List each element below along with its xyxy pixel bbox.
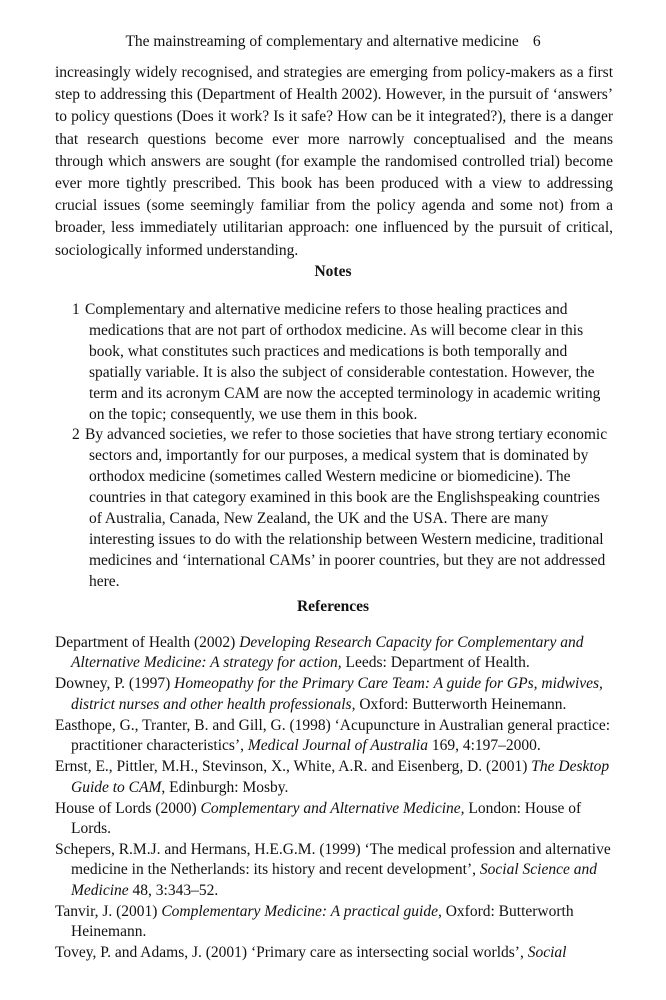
reference-text: Oxford: Butterworth Heinemann. (71, 902, 574, 941)
references-list (55, 633, 621, 964)
body-paragraph: increasingly widely recognised, and strategies are emerging from policy-makers as a first step to addressing this (Department of Health 2002). However, in the pursuit of ‘answers’ to policy questions (Does it work? Is it safe? How can be it integrated?), there is a danger that research questions become ever more narrowly conceptualised and the means through which answers are sought (for example the randomised controlled trial) become ever more tightly prescribed. This book has been produced with a view to addressing crucial issues (some seemingly familiar from the policy agenda and some not) from a broader, less immediately utilitarian approach: one influenced by the pursuit of critical, sociologically informed understanding. (55, 64, 613, 259)
references-heading: References (296, 598, 369, 615)
note-number: 2 (72, 426, 80, 444)
reference-text: 48, 3:343–52. (128, 881, 219, 899)
reference-title: Medical Journal of Australia (247, 737, 428, 755)
reference-title: Social (527, 944, 567, 962)
reference-text: Department of Health (2002) (55, 634, 240, 651)
reference-text: House of Lords (2000) (55, 799, 201, 817)
page-number: 6 (532, 33, 541, 50)
reference-text: Oxford: Butterworth Heinemann. (355, 695, 567, 713)
note-item (72, 425, 612, 592)
reference-item (55, 757, 621, 798)
reference-title: The Desktop Guide to CAM (71, 758, 610, 796)
note-item (72, 300, 612, 425)
reference-text: Easthope, G., Tranter, B. and Gill, G. (1998) ‘Acupuncture in Australian general practice: practitioner characteristics’, (55, 716, 611, 755)
running-head-title: The mainstreaming of complementary and alternative medicine (125, 33, 519, 50)
reference-text: 169, 4:197–2000. (427, 737, 541, 755)
reference-text: , Edinburgh: Mosby. (161, 778, 289, 796)
reference-item (55, 716, 621, 757)
note-text: Complementary and alternative medicine refers to those healing practices and medications that are not part of orthodox medicine. As will become clear in this book, what constitutes such practices and medications is both temporally and spatially variable. It is also the subject of considerable contestation. However, the term and its acronym CAM are now the accepted terminology in academic writing on the topic; consequently, we use them in this book. (85, 301, 601, 423)
reference-item (55, 799, 621, 840)
reference-item (55, 674, 621, 715)
reference-title: Social Science and Medicine (71, 861, 597, 899)
reference-text: Tovey, P. and Adams, J. (2001) ‘Primary care as intersecting social worlds’, (55, 944, 528, 962)
notes-heading: Notes (314, 263, 352, 280)
reference-text: Leeds: Department of Health. (341, 654, 530, 672)
notes-list (72, 300, 612, 593)
reference-item (55, 840, 621, 901)
reference-text: Tanvir, J. (2001) (55, 902, 162, 920)
reference-item (55, 633, 621, 674)
reference-text: Ernst, E., Pittler, M.H., Stevinson, X., White, A.R. and Eisenberg, D. (2001) (55, 758, 532, 776)
reference-title: Homeopathy for the Primary Care Team: A guide for GPs, midwives, district nurses and other health professionals, (71, 675, 603, 713)
running-head (0, 32, 666, 52)
reference-title: Developing Research Capacity for Complementary and Alternative Medicine: A strategy for action, (71, 634, 584, 672)
reference-text: Downey, P. (1997) (55, 675, 175, 693)
reference-title: Complementary Medicine: A practical guide, (161, 902, 442, 920)
note-text: By advanced societies, we refer to those societies that have strong tertiary economic sectors and, importantly for our purposes, a medical system that is dominated by orthodox medicine (sometimes called Western medicine or biomedicine). The countries in that category examined in this book are the Englishspeaking countries of Australia, Canada, New Zealand, the UK and the USA. There are many interesting issues to do with the relationship between Western medicine, traditional medicines and ‘international CAMs’ in poorer countries, but they are not addressed here. (85, 426, 608, 590)
note-number: 1 (72, 301, 80, 318)
reference-title: Complementary and Alternative Medicine, (200, 799, 465, 817)
reference-text: Schepers, R.M.J. and Hermans, H.E.G.M. (1999) ‘The medical profession and alternative medicine in the Netherlands: its history and recent development’, (55, 841, 611, 879)
reference-item (55, 902, 621, 943)
reference-text: London: House of Lords. (71, 799, 582, 838)
reference-item (55, 943, 621, 963)
